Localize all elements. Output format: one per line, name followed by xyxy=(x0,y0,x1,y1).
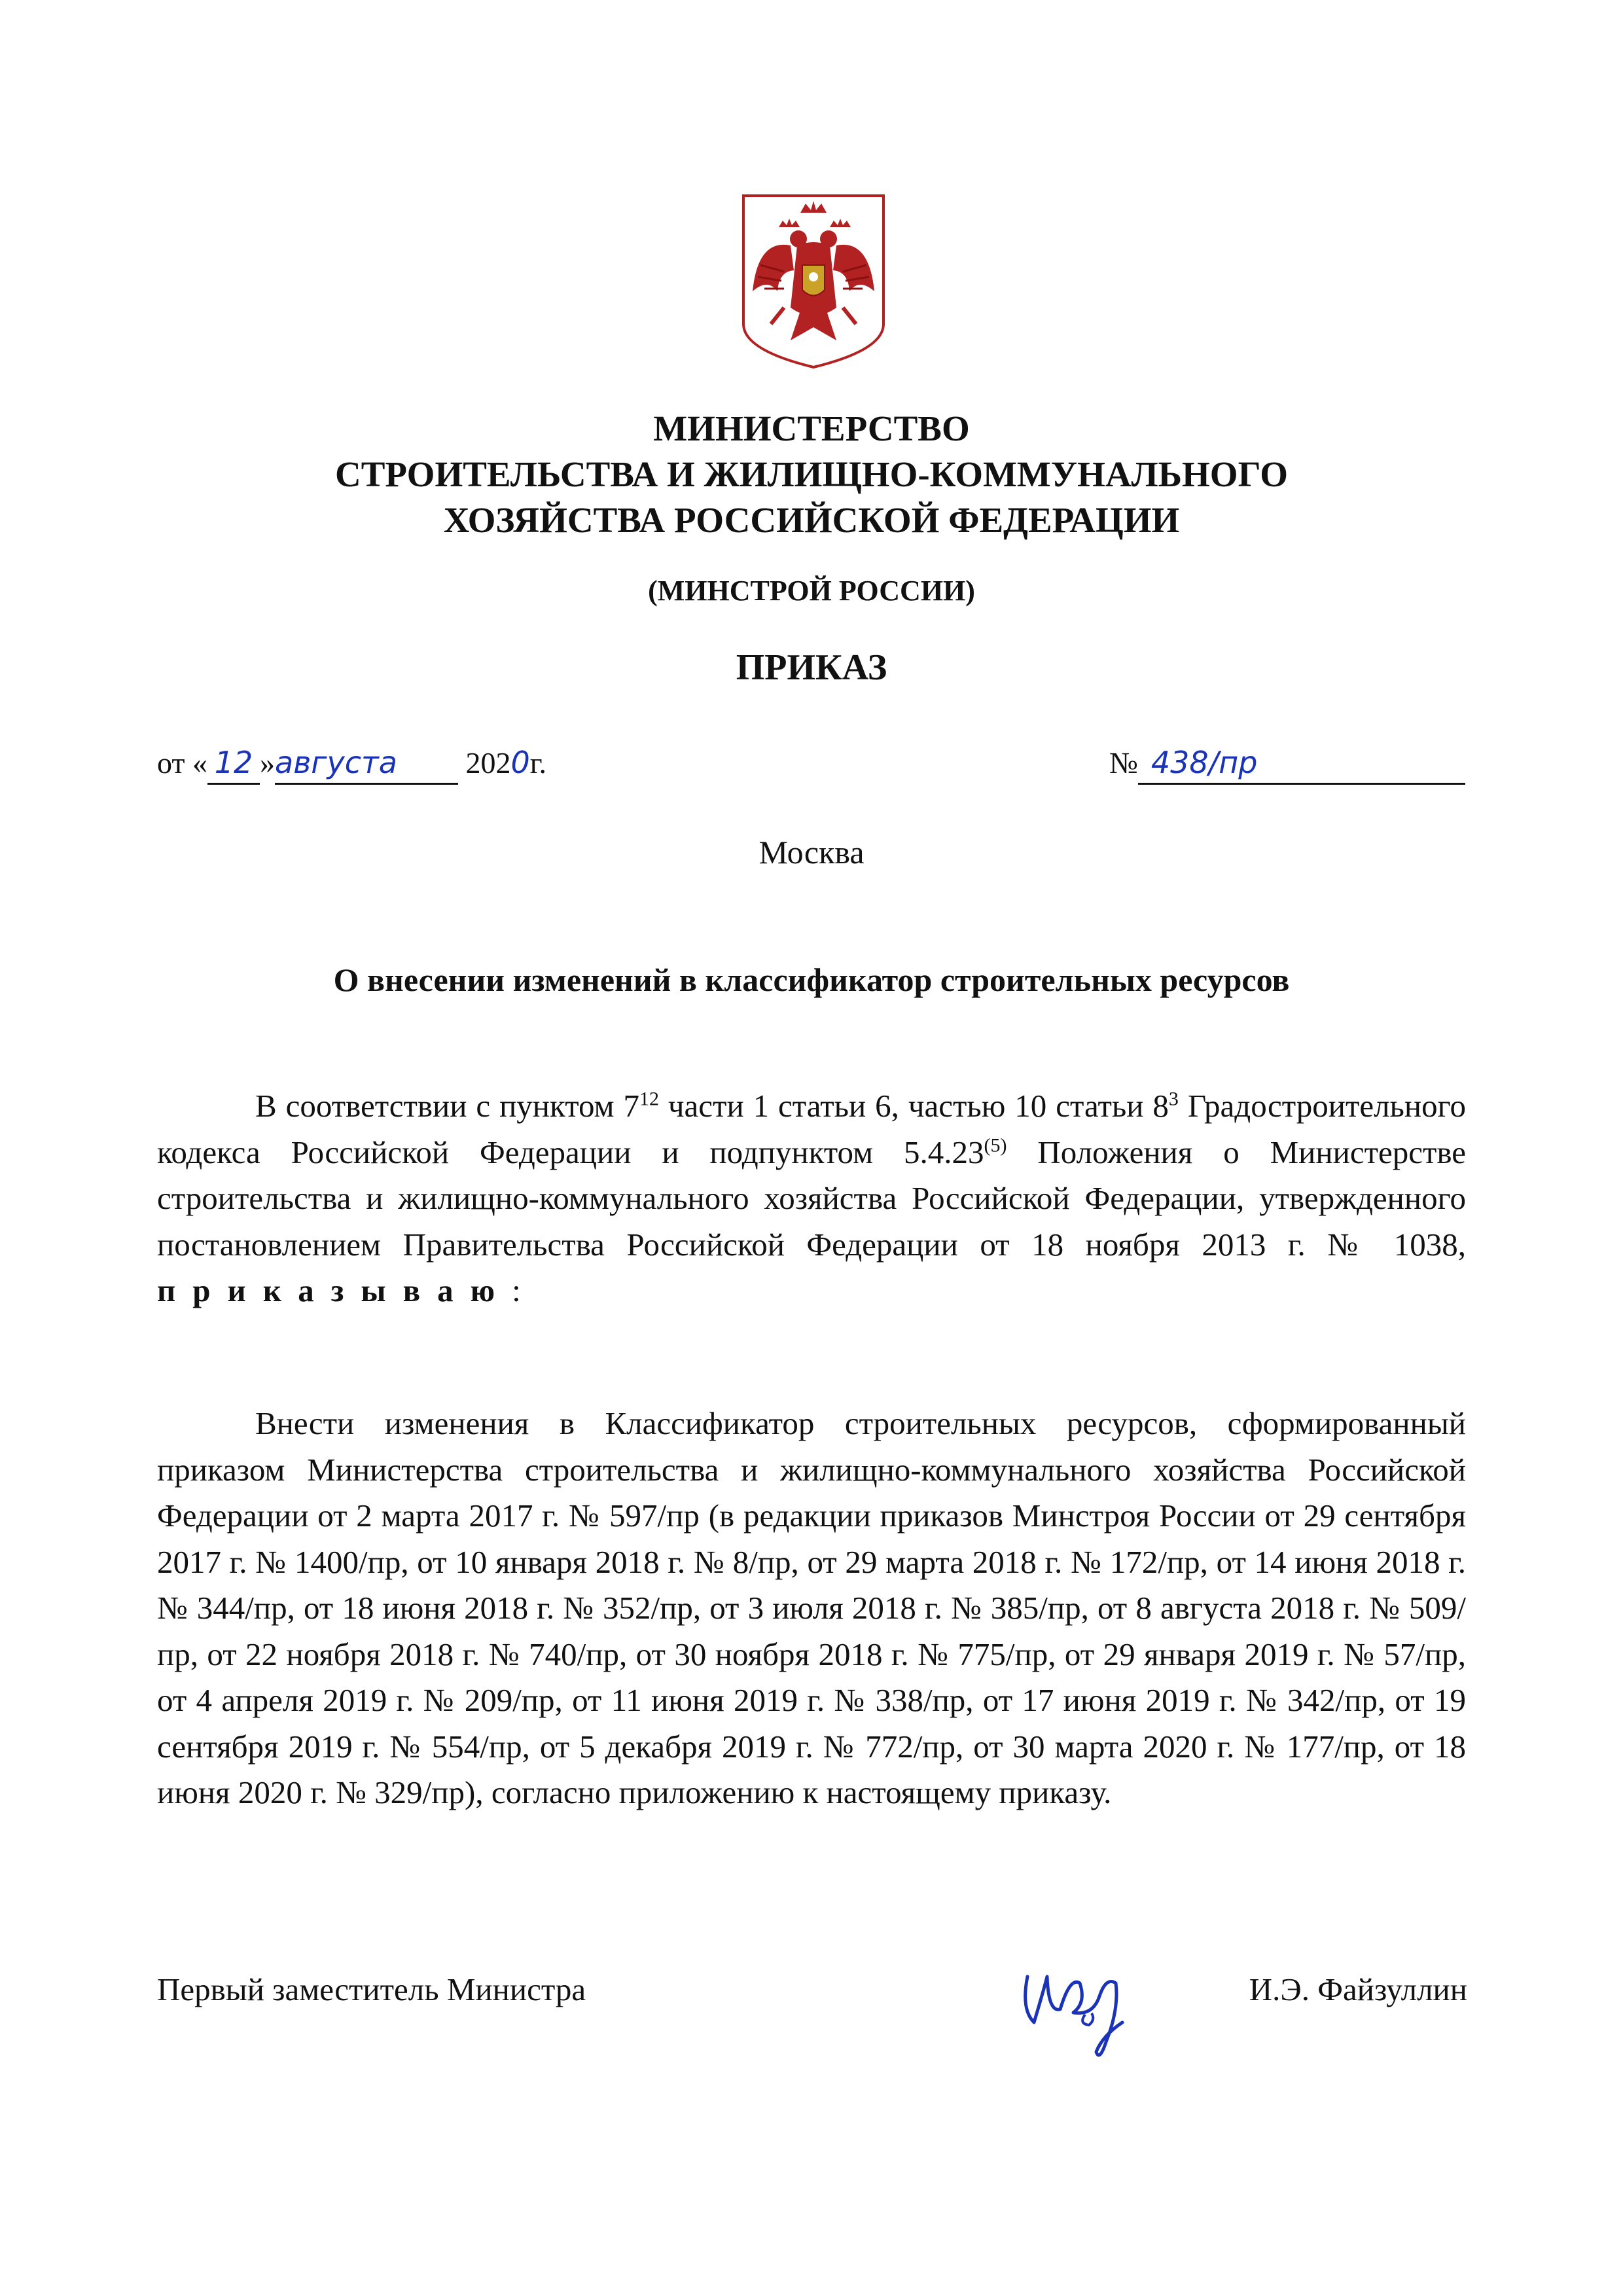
number-label: № xyxy=(1109,746,1138,780)
number-handwritten: 438/пр xyxy=(1150,745,1258,780)
order-subject: О внесении изменений в классификатор строительных ресурсов xyxy=(333,961,1290,998)
date-prefix: от « xyxy=(157,746,207,780)
document-date xyxy=(157,743,546,785)
p1-superscript-2: 3 xyxy=(1168,1088,1179,1110)
p1-superscript-3: (5) xyxy=(984,1134,1007,1157)
ministry-name-line-2: СТРОИТЕЛЬСТВА И ЖИЛИЩНО-КОММУНАЛЬНОГО xyxy=(335,454,1288,494)
date-year-suffix: г. xyxy=(529,746,546,780)
signatory-name: И.Э. Файзуллин xyxy=(1249,1971,1467,2007)
date-year-handwritten: 0 xyxy=(510,745,530,780)
p1-text-1: В соответствии с пунктом 7 xyxy=(255,1088,639,1124)
p1-colon: : xyxy=(512,1272,521,1308)
date-quote-close: » xyxy=(260,746,275,780)
city-name: Москва xyxy=(758,834,865,870)
p1-text-4: Положения о Министерстве строительства и жилищно-коммунального хозяйства Российской Федерации, утвержденного постановлением Правительства Российской Федерации от 18 ноября 2013 г. № 1038, xyxy=(157,1134,1466,1263)
body-paragraph-2 xyxy=(157,1401,1466,1816)
body-paragraph-1 xyxy=(157,1083,1466,1314)
p2-text: Внести изменения в Классификатор строительных ресурсов, сформированный приказом Министерства строительства и жилищно-коммунального хозяйства Российской Федерации от 2 марта 2017 г. № 597/пр (в редакции приказов Минстроя России от 29 сентября 2017 г. № 1400/пр, от 10 января 2018 г. № 8/пр, от 29 марта 2018 г. № 172/пр, от 14 июня 2018 г. № 344/пр, от 18 июня 2018 г. № 352/пр, от 3 июля 2018 г. № 385/пр, от 8 августа 2018 г. № 509/пр, от 22 ноября 2018 г. № 740/пр, от 30 ноября 2018 г. № 775/пр, от 29 января 2019 г. № 57/пр, от 4 апреля 2019 г. № 209/пр, от 11 июня 2019 г. № 338/пр, от 17 июня 2019 г. № 342/пр, от 19 сентября 2019 г. № 554/пр, от 5 декабря 2019 г. № 772/пр, от 30 марта 2020 г. № 177/пр, от 18 июня 2020 г. № 329/пр), согласно приложению к настоящему приказу. xyxy=(157,1405,1466,1810)
handwritten-signature xyxy=(1008,1937,1158,2068)
signatory-position: Первый заместитель Министра xyxy=(157,1971,586,2007)
document-type-title: ПРИКАЗ xyxy=(736,647,887,688)
p1-text-3: Градостроительного кодекса Российской Федерации и подпунктом 5.4.23 xyxy=(157,1088,1467,1170)
ministry-abbreviation: (МИНСТРОЙ РОССИИ) xyxy=(648,575,975,607)
order-word: приказываю xyxy=(157,1272,512,1308)
p1-text-2: части 1 статьи 6, частью 10 статьи 8 xyxy=(658,1088,1169,1124)
date-day-handwritten: 12 xyxy=(214,745,253,780)
ministry-name-line-1: МИНИСТЕРСТВО xyxy=(653,408,970,448)
ministry-name xyxy=(0,406,1623,543)
document-number xyxy=(1109,743,1465,785)
date-year-prefix: 202 xyxy=(465,746,511,780)
ministry-name-line-3: ХОЗЯЙСТВА РОССИЙСКОЙ ФЕДЕРАЦИИ xyxy=(443,500,1180,540)
coat-of-arms-emblem xyxy=(738,193,889,370)
date-month-handwritten: августа xyxy=(275,745,397,780)
p1-superscript-1: 12 xyxy=(639,1088,659,1110)
